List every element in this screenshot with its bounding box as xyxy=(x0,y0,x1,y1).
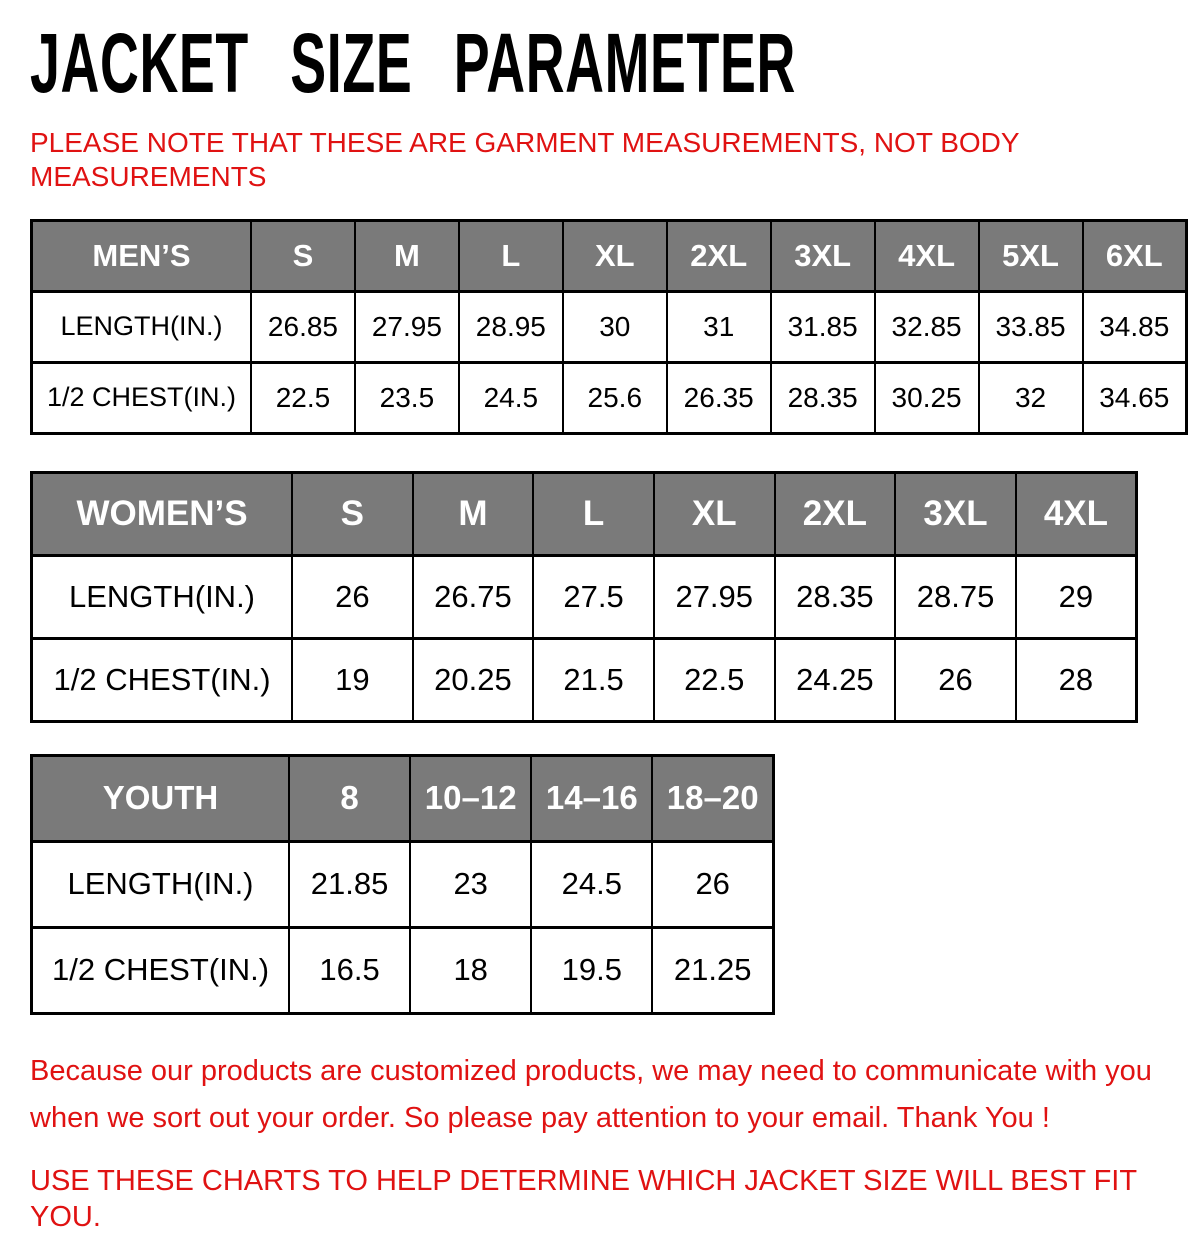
mens-row-label-cell: LENGTH(IN.) xyxy=(32,291,252,362)
womens-value-cell: 20.25 xyxy=(413,638,534,721)
mens-group-label: MEN’S xyxy=(32,220,252,291)
mens-size-header-cell: M xyxy=(355,220,459,291)
customization-notice-line-1: Because our products are customized products, we may need to communicate with you xyxy=(30,1054,1152,1087)
note-line-2: MEASUREMENTS xyxy=(30,160,267,192)
mens-value-cell: 28.35 xyxy=(771,362,875,433)
mens-value-cell: 25.6 xyxy=(563,362,667,433)
womens-value-cell: 27.95 xyxy=(654,555,775,638)
womens-value-cell: 26 xyxy=(895,638,1016,721)
youth-value-cell: 16.5 xyxy=(289,927,410,1013)
womens-size-header-cell: L xyxy=(533,472,654,555)
womens-group-label: WOMEN’S xyxy=(32,472,293,555)
mens-value-cell: 34.65 xyxy=(1083,362,1187,433)
mens-value-cell: 23.5 xyxy=(355,362,459,433)
youth-header-row xyxy=(32,755,774,841)
youth-size-header-cell: 10–12 xyxy=(410,755,531,841)
mens-value-cell: 30 xyxy=(563,291,667,362)
youth-value-cell: 18 xyxy=(410,927,531,1013)
note-line-1: PLEASE NOTE THAT THESE ARE GARMENT MEASUREMENTS, NOT BODY xyxy=(30,126,1020,158)
youth-size-header-cell: 18–20 xyxy=(652,755,773,841)
womens-size-header-cell: 4XL xyxy=(1016,472,1137,555)
mens-measurement-row xyxy=(32,362,1187,433)
youth-value-cell: 26 xyxy=(652,841,773,927)
womens-row-label-cell: 1/2 CHEST(IN.) xyxy=(32,638,293,721)
womens-size-header-cell: 2XL xyxy=(775,472,896,555)
mens-value-cell: 24.5 xyxy=(459,362,563,433)
mens-value-cell: 22.5 xyxy=(251,362,355,433)
womens-size-table xyxy=(30,471,1138,723)
youth-size-header-cell: 14–16 xyxy=(531,755,652,841)
mens-value-cell: 31 xyxy=(667,291,771,362)
mens-header-row xyxy=(32,220,1187,291)
page-title xyxy=(30,16,1188,110)
womens-measurement-row xyxy=(32,638,1137,721)
youth-value-cell: 21.85 xyxy=(289,841,410,927)
youth-value-cell: 21.25 xyxy=(652,927,773,1013)
mens-value-cell: 26.85 xyxy=(251,291,355,362)
mens-size-header-cell: S xyxy=(251,220,355,291)
mens-value-cell: 32 xyxy=(979,362,1083,433)
womens-value-cell: 28.75 xyxy=(895,555,1016,638)
womens-row-label-cell: LENGTH(IN.) xyxy=(32,555,293,638)
womens-size-header-cell: S xyxy=(292,472,413,555)
womens-value-cell: 28.35 xyxy=(775,555,896,638)
mens-value-cell: 31.85 xyxy=(771,291,875,362)
mens-size-header-cell: 4XL xyxy=(875,220,979,291)
youth-group-label: YOUTH xyxy=(32,755,290,841)
usage-instruction: USE THESE CHARTS TO HELP DETERMINE WHICH JACKET SIZE WILL BEST FIT YOU. xyxy=(30,1164,1137,1233)
youth-row-label-cell: 1/2 CHEST(IN.) xyxy=(32,927,290,1013)
youth-size-header-cell: 8 xyxy=(289,755,410,841)
mens-value-cell: 28.95 xyxy=(459,291,563,362)
mens-size-header-cell: 2XL xyxy=(667,220,771,291)
mens-value-cell: 26.35 xyxy=(667,362,771,433)
mens-size-header-cell: 3XL xyxy=(771,220,875,291)
womens-value-cell: 28 xyxy=(1016,638,1137,721)
womens-value-cell: 29 xyxy=(1016,555,1137,638)
mens-value-cell: 27.95 xyxy=(355,291,459,362)
mens-row-label-cell: 1/2 CHEST(IN.) xyxy=(32,362,252,433)
mens-size-header-cell: 5XL xyxy=(979,220,1083,291)
youth-measurement-row xyxy=(32,927,774,1013)
mens-value-cell: 33.85 xyxy=(979,291,1083,362)
womens-measurement-row xyxy=(32,555,1137,638)
mens-size-header-cell: L xyxy=(459,220,563,291)
garment-measurement-note xyxy=(30,126,1188,194)
mens-measurement-row xyxy=(32,291,1187,362)
page-title-text: JACKET SIZE PARAMETER xyxy=(30,16,796,110)
mens-size-header-cell: XL xyxy=(563,220,667,291)
youth-value-cell: 24.5 xyxy=(531,841,652,927)
womens-value-cell: 21.5 xyxy=(533,638,654,721)
womens-value-cell: 26.75 xyxy=(413,555,534,638)
womens-value-cell: 27.5 xyxy=(533,555,654,638)
youth-row-label-cell: LENGTH(IN.) xyxy=(32,841,290,927)
womens-size-header-cell: M xyxy=(413,472,534,555)
mens-size-header-cell: 6XL xyxy=(1083,220,1187,291)
womens-value-cell: 22.5 xyxy=(654,638,775,721)
mens-value-cell: 34.85 xyxy=(1083,291,1187,362)
youth-measurement-row xyxy=(32,841,774,927)
womens-value-cell: 24.25 xyxy=(775,638,896,721)
youth-size-table xyxy=(30,754,775,1015)
youth-value-cell: 23 xyxy=(410,841,531,927)
womens-size-header-cell: XL xyxy=(654,472,775,555)
mens-value-cell: 32.85 xyxy=(875,291,979,362)
customization-notice xyxy=(30,1048,1188,1142)
womens-size-header-cell: 3XL xyxy=(895,472,1016,555)
womens-value-cell: 26 xyxy=(292,555,413,638)
womens-header-row xyxy=(32,472,1137,555)
customization-notice-line-2: when we sort out your order. So please pay attention to your email. Thank You ! xyxy=(30,1101,1050,1134)
womens-value-cell: 19 xyxy=(292,638,413,721)
mens-value-cell: 30.25 xyxy=(875,362,979,433)
youth-value-cell: 19.5 xyxy=(531,927,652,1013)
mens-size-table xyxy=(30,219,1188,435)
